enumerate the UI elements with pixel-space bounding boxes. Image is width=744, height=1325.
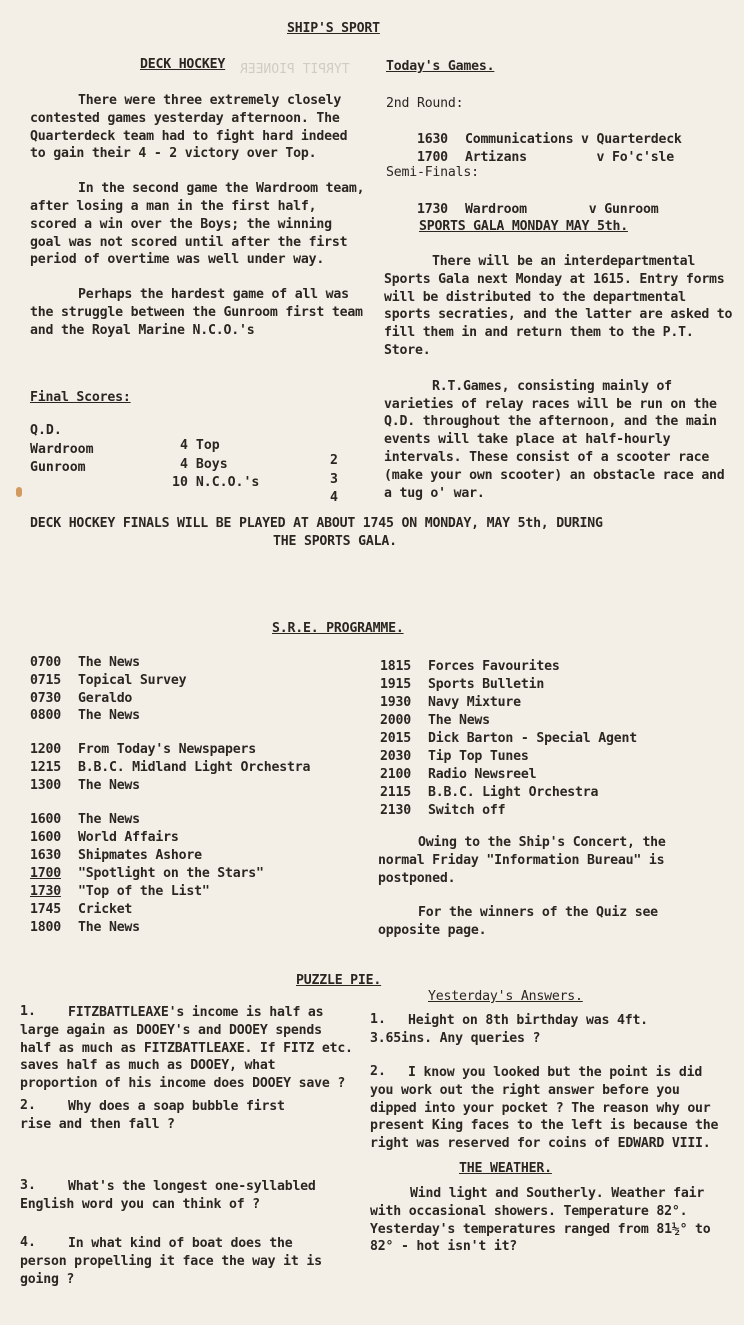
programme-item: The News — [78, 778, 140, 793]
programme-item: "Spotlight on the Stars" — [78, 866, 264, 881]
programme-heading: S.R.E. PROGRAMME. — [272, 621, 404, 636]
programme-time: 1930 — [380, 695, 411, 710]
question-number: 2. — [20, 1098, 36, 1113]
programme-time: 1745 — [30, 902, 61, 917]
programme-time: 1800 — [30, 920, 61, 935]
programme-time: 1630 — [30, 848, 61, 863]
programme-item: The News — [78, 920, 140, 935]
programme-time: 1215 — [30, 760, 61, 775]
programme-item: World Affairs — [78, 830, 179, 845]
question-text: FITZBATTLEAXE's income is half as large again as DOOEY's and DOOEY spends half as much as FITZBATTLEAXE. If FITZ etc. saves half as much as DOOEY, what proportion of his income does DOOEY save ? — [20, 1005, 353, 1092]
programme-row — [30, 690, 132, 708]
score-opponent: 4 Top — [180, 438, 220, 453]
programme-row — [30, 919, 140, 937]
programme-time: 2115 — [380, 785, 411, 800]
programme-row — [30, 829, 179, 847]
programme-row — [30, 741, 256, 759]
score-team: Wardroom — [30, 442, 94, 457]
game-time: 1630 — [416, 131, 448, 147]
programme-row — [380, 766, 536, 784]
programme-time: 0800 — [30, 708, 61, 723]
programme-row — [30, 865, 264, 883]
programme-item: Tip Top Tunes — [428, 749, 529, 764]
deck-hockey-heading: DECK HOCKEY — [140, 57, 226, 72]
programme-row — [30, 759, 310, 777]
programme-item: B.B.C. Midland Light Orchestra — [78, 760, 311, 775]
programme-item: Switch off — [428, 803, 506, 818]
finals-notice-line-1: DECK HOCKEY FINALS WILL BE PLAYED AT ABOUT 1745 ON MONDAY, MAY 5th, DURING — [30, 516, 603, 531]
programme-time: 1200 — [30, 742, 61, 757]
game-match: Artizans v Fo'c'sle — [464, 149, 674, 165]
weather-heading: THE WEATHER. — [459, 1161, 552, 1176]
answer-item — [370, 1012, 670, 1048]
programme-time: 1300 — [30, 778, 61, 793]
quiz-note: For the winners of the Quiz see opposite page. — [378, 905, 658, 939]
game-match: Wardroom v Gunroom — [464, 201, 659, 217]
weather-text: Wind light and Southerly. Weather fair with occasional showers. Temperature 82°. Yesterday's temperatures ranged from 81½° to 82° - hot isn't it? — [370, 1186, 711, 1255]
concert-note: Owing to the Ship's Concert, the normal Friday "Information Bureau" is postponed. — [378, 835, 666, 886]
programme-row — [380, 802, 505, 820]
programme-time: 2000 — [380, 713, 411, 728]
sports-gala-article — [384, 253, 740, 502]
programme-row — [30, 847, 202, 865]
question-text: Why does a soap bubble first rise and then fall ? — [20, 1099, 285, 1132]
semi-finals-label: Semi-Finals: — [386, 165, 479, 180]
programme-row — [380, 730, 637, 748]
score-opponent: 4 Boys — [180, 457, 228, 472]
game-match: Communications v Quarterdeck — [464, 131, 682, 147]
deck-hockey-para-3: Perhaps the hardest game of all was the struggle between the Gunroom first team and the Royal Marine N.C.O.'s — [30, 287, 363, 338]
programme-time: 1730 — [30, 884, 61, 899]
programme-time: 0730 — [30, 691, 61, 706]
sports-gala-para-2: R.T.Games, consisting mainly of varieties of relay races will be run on the Q.D. throughout the afternoon, and the main events will take place at half-hourly intervals. These consist of a scooter race (make your own scooter) an obstacle race and a tug o' war. — [384, 378, 725, 501]
programme-item: The News — [78, 655, 140, 670]
question-item — [20, 1178, 340, 1214]
programme-row — [380, 676, 544, 694]
programme-time: 1815 — [380, 659, 411, 674]
programme-item: Geraldo — [78, 691, 133, 706]
programme-row — [30, 707, 140, 725]
programme-item: The News — [428, 713, 490, 728]
programme-item: Sports Bulletin — [428, 677, 545, 692]
programme-time: 0715 — [30, 673, 61, 688]
programme-time: 2100 — [380, 767, 411, 782]
programme-row — [30, 654, 140, 672]
programme-time: 0700 — [30, 655, 61, 670]
deck-hockey-article — [30, 92, 368, 340]
question-number: 4. — [20, 1235, 36, 1250]
finals-notice-line-2: THE SPORTS GALA. — [273, 534, 397, 549]
programme-item: Navy Mixture — [428, 695, 521, 710]
weather-article — [370, 1185, 725, 1256]
programme-row — [380, 694, 521, 712]
score-value: 2 — [330, 453, 338, 468]
score-opponent: 10 N.C.O.'s — [172, 475, 260, 490]
programme-time: 1600 — [30, 812, 61, 827]
page-title: SHIP'S SPORT — [287, 21, 380, 36]
programme-time: 1915 — [380, 677, 411, 692]
programme-row — [30, 883, 210, 901]
programme-time: 1600 — [30, 830, 61, 845]
programme-row — [30, 811, 140, 829]
programme-row — [30, 777, 140, 795]
deck-hockey-para-2: In the second game the Wardroom team, after losing a man in the first half, scored a win over the Boys; the winning goal was not scored until after the first period of overtime was well under way. — [30, 181, 365, 268]
programme-notes — [378, 834, 678, 940]
deck-hockey-para-1: There were three extremely closely contested games yesterday afternoon. The Quarterdeck team had to fight hard indeed to gain their 4 - 2 victory over Top. — [30, 93, 348, 162]
score-value: 4 — [330, 490, 338, 505]
score-team: Gunroom — [30, 460, 86, 475]
question-item — [20, 1098, 320, 1134]
question-text: What's the longest one-syllabled English word you can think of ? — [20, 1179, 316, 1212]
programme-item: Forces Favourites — [428, 659, 560, 674]
programme-item: "Top of the List" — [78, 884, 210, 899]
answer-text: Height on 8th birthday was 4ft. 3.65ins. Any queries ? — [370, 1013, 648, 1046]
answer-item — [370, 1064, 725, 1153]
programme-item: Dick Barton - Special Agent — [428, 731, 637, 746]
question-number: 1. — [20, 1004, 36, 1019]
programme-item: Radio Newsreel — [428, 767, 537, 782]
answer-number: 2. — [370, 1064, 386, 1079]
answer-text: I know you looked but the point is did you work out the right answer before you dipped into your pocket ? The reason why our present King faces to the left is because the right was reserved for coins of EDWARD VIII. — [370, 1065, 719, 1152]
programme-time: 2130 — [380, 803, 411, 818]
answers-heading: Yesterday's Answers. — [428, 989, 583, 1004]
sports-gala-heading: SPORTS GALA MONDAY MAY 5th. — [419, 219, 628, 234]
question-number: 3. — [20, 1178, 36, 1193]
ink-stain — [16, 487, 22, 497]
score-value: 3 — [330, 472, 338, 487]
score-team: Q.D. — [30, 423, 62, 438]
todays-games-heading: Today's Games. — [386, 59, 495, 74]
programme-item: B.B.C. Light Orchestra — [428, 785, 599, 800]
programme-item: The News — [78, 708, 140, 723]
game-time: 1700 — [416, 149, 448, 165]
final-scores-heading: Final Scores: — [30, 390, 131, 405]
question-item — [20, 1004, 355, 1093]
programme-time: 2030 — [380, 749, 411, 764]
show-through-text: TYRPIT PIONEER — [240, 62, 350, 77]
question-item — [20, 1235, 345, 1288]
programme-time: 2015 — [380, 731, 411, 746]
game-time: 1730 — [416, 201, 448, 217]
answer-number: 1. — [370, 1012, 386, 1027]
programme-item: Topical Survey — [78, 673, 187, 688]
programme-time: 1700 — [30, 866, 61, 881]
programme-row — [30, 901, 132, 919]
programme-item: From Today's Newspapers — [78, 742, 257, 757]
question-text: In what kind of boat does the person propelling it face the way it is going ? — [20, 1236, 322, 1287]
programme-row — [380, 658, 560, 676]
programme-row — [380, 784, 598, 802]
programme-row — [380, 712, 490, 730]
programme-row — [30, 672, 186, 690]
puzzle-pie-heading: PUZZLE PIE. — [296, 973, 382, 988]
sports-gala-para-1: There will be an interdepartmental Sports Gala next Monday at 1615. Entry forms will be distributed to the departmental sports secraties, and the latter are asked to fill them in and return them to the P.T. Store. — [384, 254, 733, 358]
programme-item: Cricket — [78, 902, 133, 917]
round-label: 2nd Round: — [386, 96, 464, 111]
programme-row — [380, 748, 529, 766]
programme-item: Shipmates Ashore — [78, 848, 202, 863]
programme-item: The News — [78, 812, 140, 827]
